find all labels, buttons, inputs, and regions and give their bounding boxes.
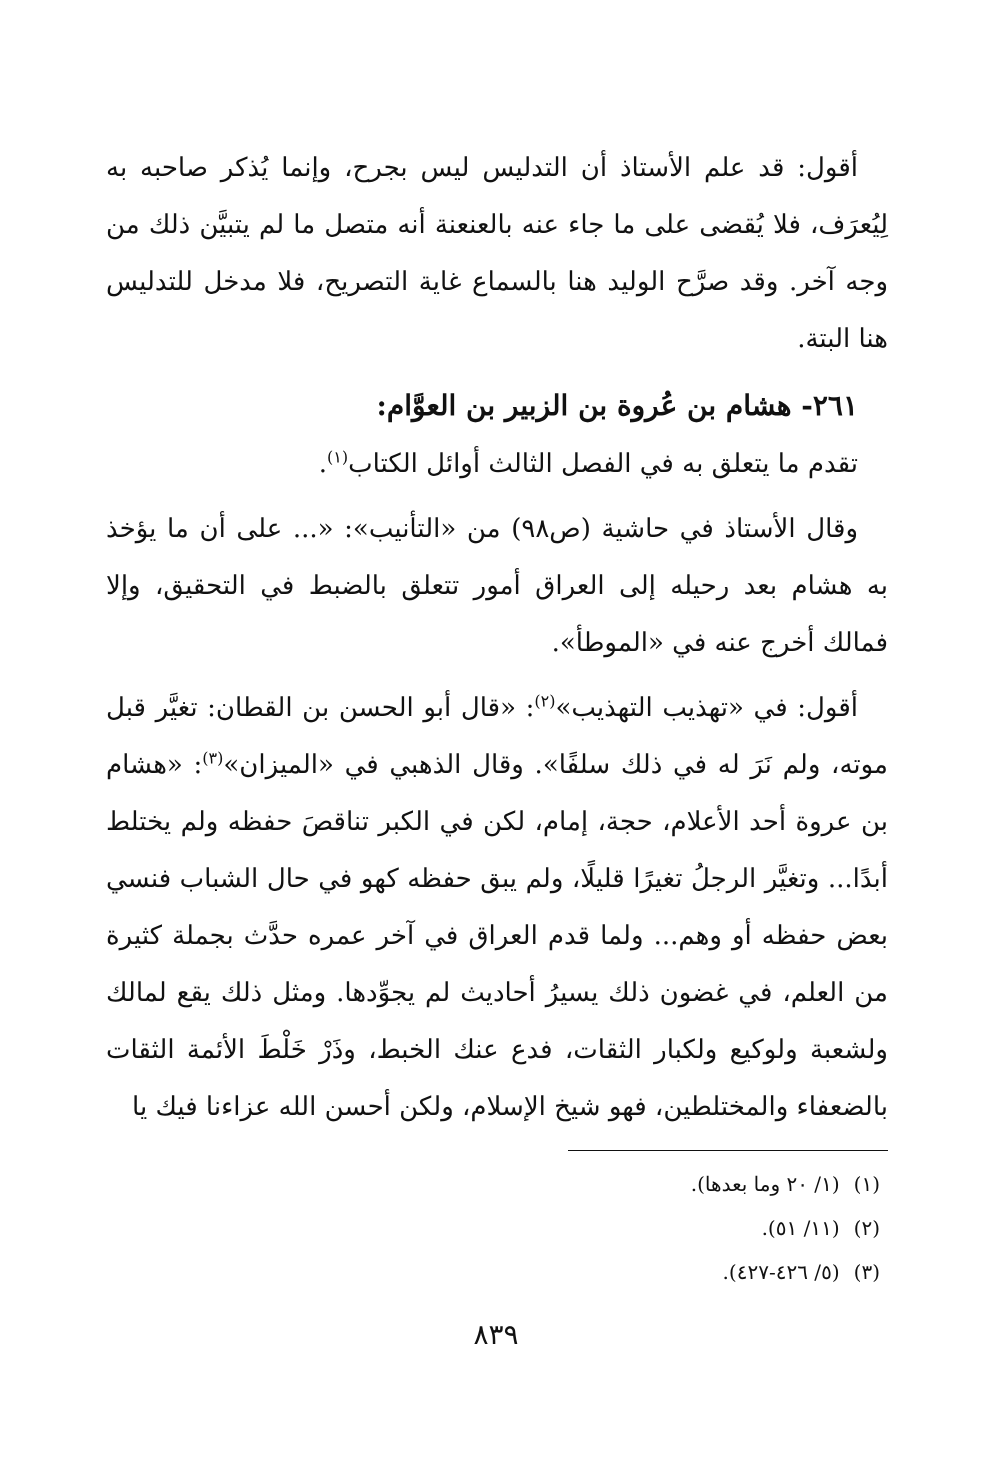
paragraph-2-end: .: [318, 449, 328, 479]
paragraph-4: [106, 680, 888, 1136]
footnote-text: (١١/ ٥١).: [761, 1216, 840, 1240]
footnote-number: (١): [853, 1172, 880, 1196]
paragraph-1: أقول: قد علم الأستاذ أن التدليس ليس بجرح، وإنما يُذكر صاحبه به لِيُعرَف، فلا يُقضى على ما جاء عنه بالعنعنة أنه متصل ما لم يتبيَّن ذلك من وجه آخر. وقد صرَّح الوليد هنا بالسماع غاية التصريح، فلا مدخل للتدليس هنا البتة.: [106, 153, 889, 354]
page-number: ٨٣٩: [473, 1318, 519, 1351]
footnote-text: (١/ ٢٠ وما بعدها).: [690, 1172, 840, 1196]
paragraph-2-text: تقدم ما يتعلق به في الفصل الثالث أوائل الكتاب: [348, 449, 858, 479]
paragraph-4-part-a: أقول: في «تهذيب التهذيب»: [555, 693, 859, 723]
paragraph-4-part-c: : «هشام بن عروة أحد الأعلام، حجة، إمام، لكن في الكبر تناقصَ حفظه ولم يختلط أبدًا... وتغيَّر الرجلُ تغيرًا قليلًا، ولم يبق حفظه كهو في حال الشباب فنسي بعض حفظه أو وهم... ولما قدم العراق في آخر عمره حدَّث بجملة كثيرة من العلم، في غضون ذلك يسيرُ أحاديث لم يجوِّدها. ومثل ذلك يقع لمالك ولشعبة ولوكيع ولكبار الثقات، فدع عنك الخبط، وذَرْ خَلْطَ الأئمة الثقات بالضعفاء والمختلطين، فهو شيخ الإسلام، ولكن أحسن الله عزاءنا فيك يا: [106, 750, 888, 1122]
footnote-ref-2[interactable]: (٢): [534, 691, 556, 711]
footnote-ref-3[interactable]: (٣): [202, 748, 224, 768]
page-body: [106, 140, 888, 1136]
footnote-number: (٣): [853, 1260, 880, 1284]
paragraph-2: [106, 436, 888, 493]
footnotes: [300, 1162, 880, 1294]
footnote-2: [300, 1206, 880, 1250]
footnote-1: [300, 1162, 880, 1206]
paragraph-4-part-b: : «قال أبو الحسن بن القطان: تغيَّر قبل موته، ولم نَرَ له في ذلك سلفًا». وقال الذهبي في «الميزان»: [106, 693, 888, 780]
entry-heading: ٢٦١- هشام بن عُروة بن الزبير بن العوَّام:: [376, 389, 858, 422]
paragraph-3: وقال الأستاذ في حاشية (ص٩٨) من «التأنيب»: «... على أن ما يؤخذ به هشام بعد رحيله إلى العراق أمور تتعلق بالضبط في التحقيق، وإلا فمالك أخرج عنه في «الموطأ».: [106, 514, 888, 658]
footnote-number: (٢): [853, 1216, 880, 1240]
footnote-3: [300, 1250, 880, 1294]
footnote-ref-1[interactable]: (١): [327, 447, 349, 467]
footnote-separator: [568, 1150, 888, 1151]
footnote-text: (٥/ ٤٢٦-٤٢٧).: [722, 1260, 840, 1284]
